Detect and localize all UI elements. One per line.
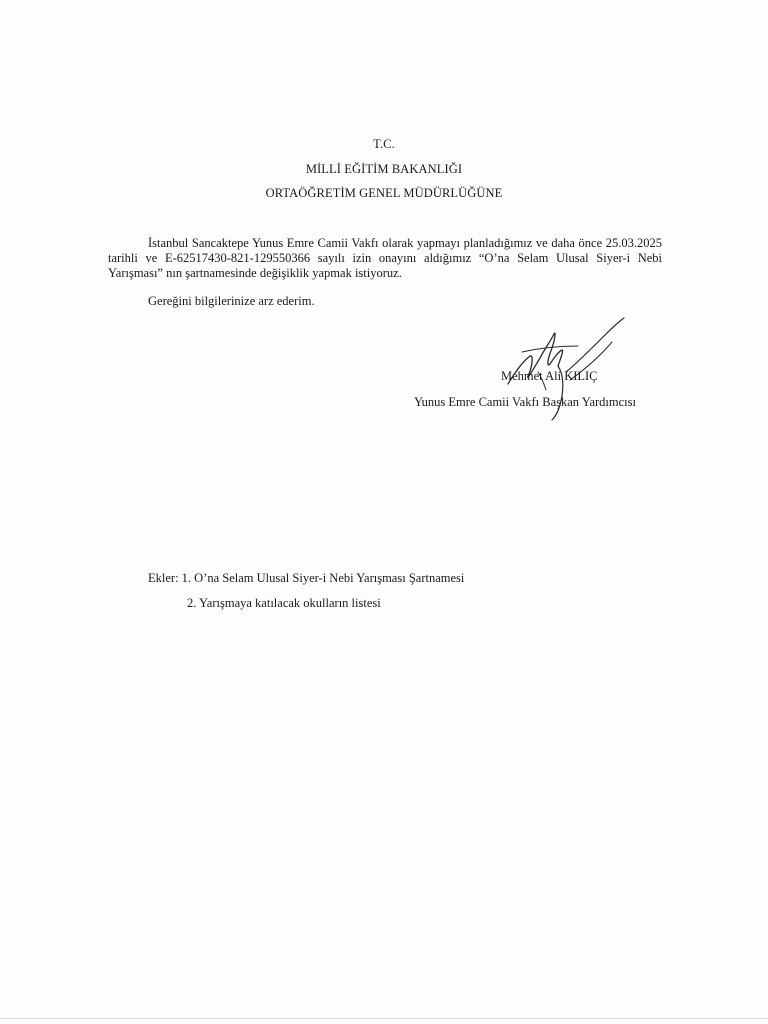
header-ministry: MİLLİ EĞİTİM BAKANLIĞI: [305, 162, 463, 176]
header-directorate: ORTAÖĞRETİM GENEL MÜDÜRLÜĞÜNE: [265, 186, 503, 200]
attachment-item-2: 2. Yarışmaya katılacak okulların listesi: [187, 596, 381, 610]
page-bottom-edge: [0, 1018, 768, 1019]
signatory-title: Yunus Emre Camii Vakfı Başkan Yardımcısı: [414, 395, 636, 409]
handwritten-signature: [500, 312, 640, 422]
body-paragraph-1: İstanbul Sancaktepe Yunus Emre Camii Vakfı olarak yapmayı planladığımız ve daha önce 25.03.2025 tarihli ve E-62517430-821-129550366 sayılı izin onayını aldığımız “O’na Selam Ulusal Siyer-i Nebi Yarışması” nın şartnamesinde değişiklik yapmak istiyoruz.: [108, 236, 662, 280]
attachment-item-1: Ekler: 1. O’na Selam Ulusal Siyer-i Nebi Yarışması Şartnamesi: [148, 571, 465, 585]
header-tc: T.C.: [373, 137, 395, 151]
signatory-name: Mehmet Ali KILIÇ: [501, 369, 598, 383]
body-paragraph-2: Gereğini bilgilerinize arz ederim.: [148, 294, 315, 308]
